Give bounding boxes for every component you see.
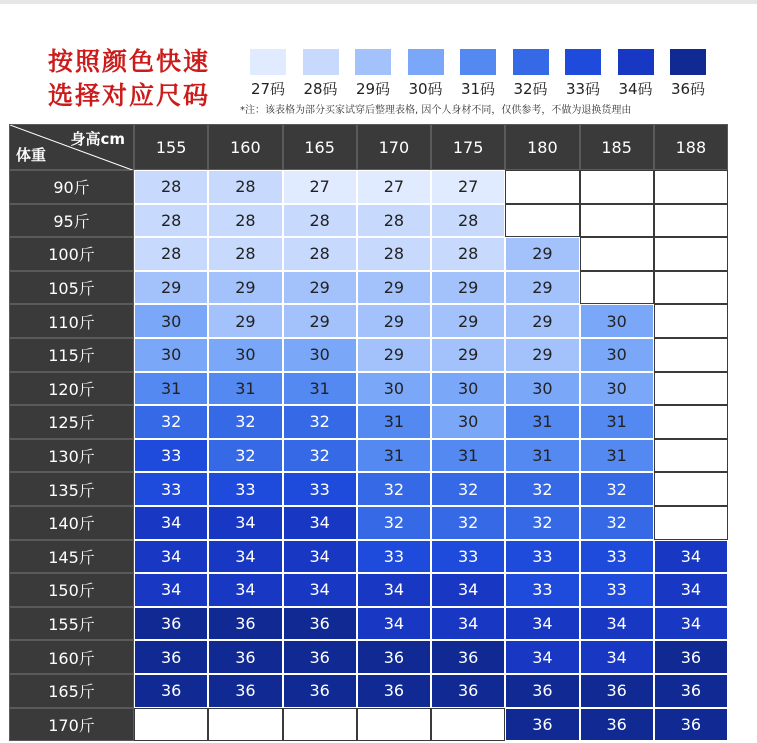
height-column-header: 160 [208, 124, 282, 170]
size-cell: 28 [431, 237, 505, 271]
legend-label: 33码 [565, 80, 601, 98]
size-cell [208, 708, 282, 742]
weight-row-header: 145斤 [9, 540, 134, 574]
size-cell: 33 [357, 540, 431, 574]
size-cell: 30 [283, 338, 357, 372]
size-cell: 36 [283, 607, 357, 641]
size-cell: 29 [357, 271, 431, 305]
legend-label: 29码 [355, 80, 391, 98]
size-cell: 28 [431, 204, 505, 238]
legend-label: 32码 [513, 80, 548, 98]
legend-label: 30码 [408, 80, 443, 98]
size-cell: 34 [208, 540, 282, 574]
size-cell: 29 [208, 304, 282, 338]
size-cell [580, 204, 654, 238]
weight-row-header: 90斤 [9, 170, 134, 204]
size-cell: 29 [431, 271, 505, 305]
weight-row-header: 160斤 [9, 640, 134, 674]
size-cell: 33 [283, 472, 357, 506]
legend-swatch [670, 49, 706, 75]
size-cell [654, 237, 728, 271]
size-cell: 34 [134, 506, 208, 540]
size-cell: 31 [357, 405, 431, 439]
size-cell: 36 [134, 640, 208, 674]
size-cell: 33 [134, 439, 208, 473]
size-cell: 30 [357, 372, 431, 406]
size-cell: 31 [134, 372, 208, 406]
size-cell: 28 [283, 204, 357, 238]
size-cell: 27 [357, 170, 431, 204]
size-cell [283, 708, 357, 742]
legend-label: 34码 [618, 80, 653, 98]
size-cell: 34 [580, 640, 654, 674]
size-cell: 33 [431, 540, 505, 574]
weight-row-header: 110斤 [9, 304, 134, 338]
size-cell: 34 [580, 607, 654, 641]
size-cell [580, 170, 654, 204]
size-cell: 33 [580, 540, 654, 574]
weight-row-header: 95斤 [9, 204, 134, 238]
size-cell: 34 [208, 573, 282, 607]
size-cell: 36 [431, 640, 505, 674]
size-cell: 32 [134, 405, 208, 439]
size-cell: 34 [505, 640, 579, 674]
weight-row-header: 140斤 [9, 506, 134, 540]
size-cell: 32 [357, 472, 431, 506]
size-cell: 30 [208, 338, 282, 372]
size-cell: 29 [505, 237, 579, 271]
size-cell [505, 204, 579, 238]
size-cell: 30 [505, 372, 579, 406]
size-cell [654, 304, 728, 338]
size-cell: 34 [134, 540, 208, 574]
height-column-header: 175 [431, 124, 505, 170]
size-cell: 36 [134, 674, 208, 708]
size-cell: 32 [357, 506, 431, 540]
size-cell: 28 [357, 204, 431, 238]
size-cell: 32 [283, 405, 357, 439]
legend-swatch [250, 49, 286, 75]
height-axis-label: 身高cm [70, 130, 125, 148]
size-cell: 28 [134, 237, 208, 271]
top-divider [0, 0, 757, 4]
size-cell: 36 [505, 708, 579, 742]
size-cell: 36 [208, 674, 282, 708]
height-column-header: 188 [654, 124, 728, 170]
size-cell: 30 [134, 338, 208, 372]
legend-label: 36码 [670, 80, 706, 98]
size-cell: 30 [580, 372, 654, 406]
size-cell: 29 [208, 271, 282, 305]
height-column-header: 155 [134, 124, 208, 170]
size-cell: 30 [580, 338, 654, 372]
size-cell: 33 [134, 472, 208, 506]
size-cell [654, 405, 728, 439]
legend-swatch [355, 49, 391, 75]
size-cell: 28 [134, 204, 208, 238]
title-line-2: 选择对应尺码 [48, 81, 211, 110]
size-cell: 31 [283, 372, 357, 406]
size-cell: 34 [654, 607, 728, 641]
size-cell: 31 [580, 439, 654, 473]
size-cell: 34 [654, 573, 728, 607]
size-cell [654, 472, 728, 506]
size-cell: 32 [580, 472, 654, 506]
size-cell: 30 [134, 304, 208, 338]
size-cell: 34 [431, 607, 505, 641]
weight-row-header: 170斤 [9, 708, 134, 742]
size-cell: 34 [134, 573, 208, 607]
size-cell: 27 [431, 170, 505, 204]
page-title [48, 45, 238, 113]
size-cell: 31 [505, 405, 579, 439]
size-cell: 32 [431, 506, 505, 540]
size-cell: 27 [283, 170, 357, 204]
weight-row-header: 125斤 [9, 405, 134, 439]
size-cell: 32 [208, 439, 282, 473]
size-cell: 36 [357, 640, 431, 674]
size-cell [654, 338, 728, 372]
size-color-legend [245, 49, 715, 97]
size-cell: 31 [208, 372, 282, 406]
size-cell: 32 [580, 506, 654, 540]
size-cell [654, 372, 728, 406]
size-cell: 32 [208, 405, 282, 439]
size-cell: 36 [283, 640, 357, 674]
legend-swatch [565, 49, 601, 75]
size-cell: 36 [580, 708, 654, 742]
weight-row-header: 135斤 [9, 472, 134, 506]
size-cell: 36 [208, 640, 282, 674]
size-cell: 31 [431, 439, 505, 473]
weight-row-header: 155斤 [9, 607, 134, 641]
legend-label: 28码 [303, 80, 338, 98]
size-cell: 36 [134, 607, 208, 641]
size-cell [580, 271, 654, 305]
size-cell [654, 506, 728, 540]
size-cell: 29 [357, 304, 431, 338]
size-cell [357, 708, 431, 742]
legend-swatch [408, 49, 444, 75]
height-column-header: 185 [580, 124, 654, 170]
size-cell [431, 708, 505, 742]
size-cell: 36 [654, 640, 728, 674]
height-column-header: 165 [283, 124, 357, 170]
size-cell: 32 [505, 506, 579, 540]
size-cell: 36 [505, 674, 579, 708]
weight-row-header: 105斤 [9, 271, 134, 305]
weight-row-header: 150斤 [9, 573, 134, 607]
size-cell: 36 [580, 674, 654, 708]
size-cell: 34 [283, 573, 357, 607]
weight-row-header: 100斤 [9, 237, 134, 271]
size-cell [654, 439, 728, 473]
size-cell: 36 [654, 674, 728, 708]
size-cell: 36 [654, 708, 728, 742]
size-cell: 33 [580, 573, 654, 607]
weight-row-header: 130斤 [9, 439, 134, 473]
size-cell: 28 [208, 170, 282, 204]
size-cell [580, 237, 654, 271]
legend-swatch [303, 49, 339, 75]
size-cell: 30 [580, 304, 654, 338]
size-cell: 31 [505, 439, 579, 473]
size-cell: 32 [505, 472, 579, 506]
weight-row-header: 165斤 [9, 674, 134, 708]
disclaimer-note: *注：该表格为部分买家试穿后整理表格, 因个人身材不同，仅供参考，不做为退换货理由 [240, 105, 632, 116]
size-cell: 34 [357, 607, 431, 641]
size-cell: 28 [134, 170, 208, 204]
size-cell: 36 [431, 674, 505, 708]
size-cell: 32 [283, 439, 357, 473]
size-cell: 28 [208, 237, 282, 271]
size-cell: 31 [580, 405, 654, 439]
size-cell: 29 [505, 304, 579, 338]
size-cell [654, 271, 728, 305]
size-cell: 28 [208, 204, 282, 238]
size-cell: 28 [283, 237, 357, 271]
size-cell: 30 [431, 372, 505, 406]
size-cell: 33 [505, 540, 579, 574]
legend-swatch [460, 49, 496, 75]
size-chart-table [9, 124, 748, 736]
size-cell [654, 204, 728, 238]
size-cell: 29 [283, 304, 357, 338]
size-cell: 29 [357, 338, 431, 372]
table-corner-header [9, 124, 134, 170]
legend-label: 31码 [460, 80, 496, 98]
size-cell: 36 [357, 674, 431, 708]
legend-swatch [513, 49, 549, 75]
size-cell [505, 170, 579, 204]
size-cell: 29 [505, 271, 579, 305]
size-cell: 30 [431, 405, 505, 439]
size-cell: 33 [208, 472, 282, 506]
size-cell: 36 [283, 674, 357, 708]
size-cell: 29 [134, 271, 208, 305]
size-cell [134, 708, 208, 742]
legend-swatch [618, 49, 654, 75]
size-cell: 34 [357, 573, 431, 607]
size-cell: 33 [505, 573, 579, 607]
size-cell: 32 [431, 472, 505, 506]
size-cell: 36 [208, 607, 282, 641]
weight-axis-label: 体重 [16, 146, 47, 164]
size-cell: 31 [357, 439, 431, 473]
title-line-1: 按照颜色快速 [48, 47, 211, 76]
weight-row-header: 120斤 [9, 372, 134, 406]
size-cell: 29 [431, 304, 505, 338]
size-cell: 34 [208, 506, 282, 540]
size-cell: 34 [283, 506, 357, 540]
height-column-header: 170 [357, 124, 431, 170]
size-cell: 34 [431, 573, 505, 607]
size-cell: 34 [505, 607, 579, 641]
size-cell [654, 170, 728, 204]
legend-label: 27码 [250, 80, 286, 98]
size-cell: 28 [357, 237, 431, 271]
size-cell: 29 [431, 338, 505, 372]
size-cell: 34 [283, 540, 357, 574]
size-cell: 34 [654, 540, 728, 574]
weight-row-header: 115斤 [9, 338, 134, 372]
height-column-header: 180 [505, 124, 579, 170]
size-cell: 29 [505, 338, 579, 372]
size-cell: 29 [283, 271, 357, 305]
